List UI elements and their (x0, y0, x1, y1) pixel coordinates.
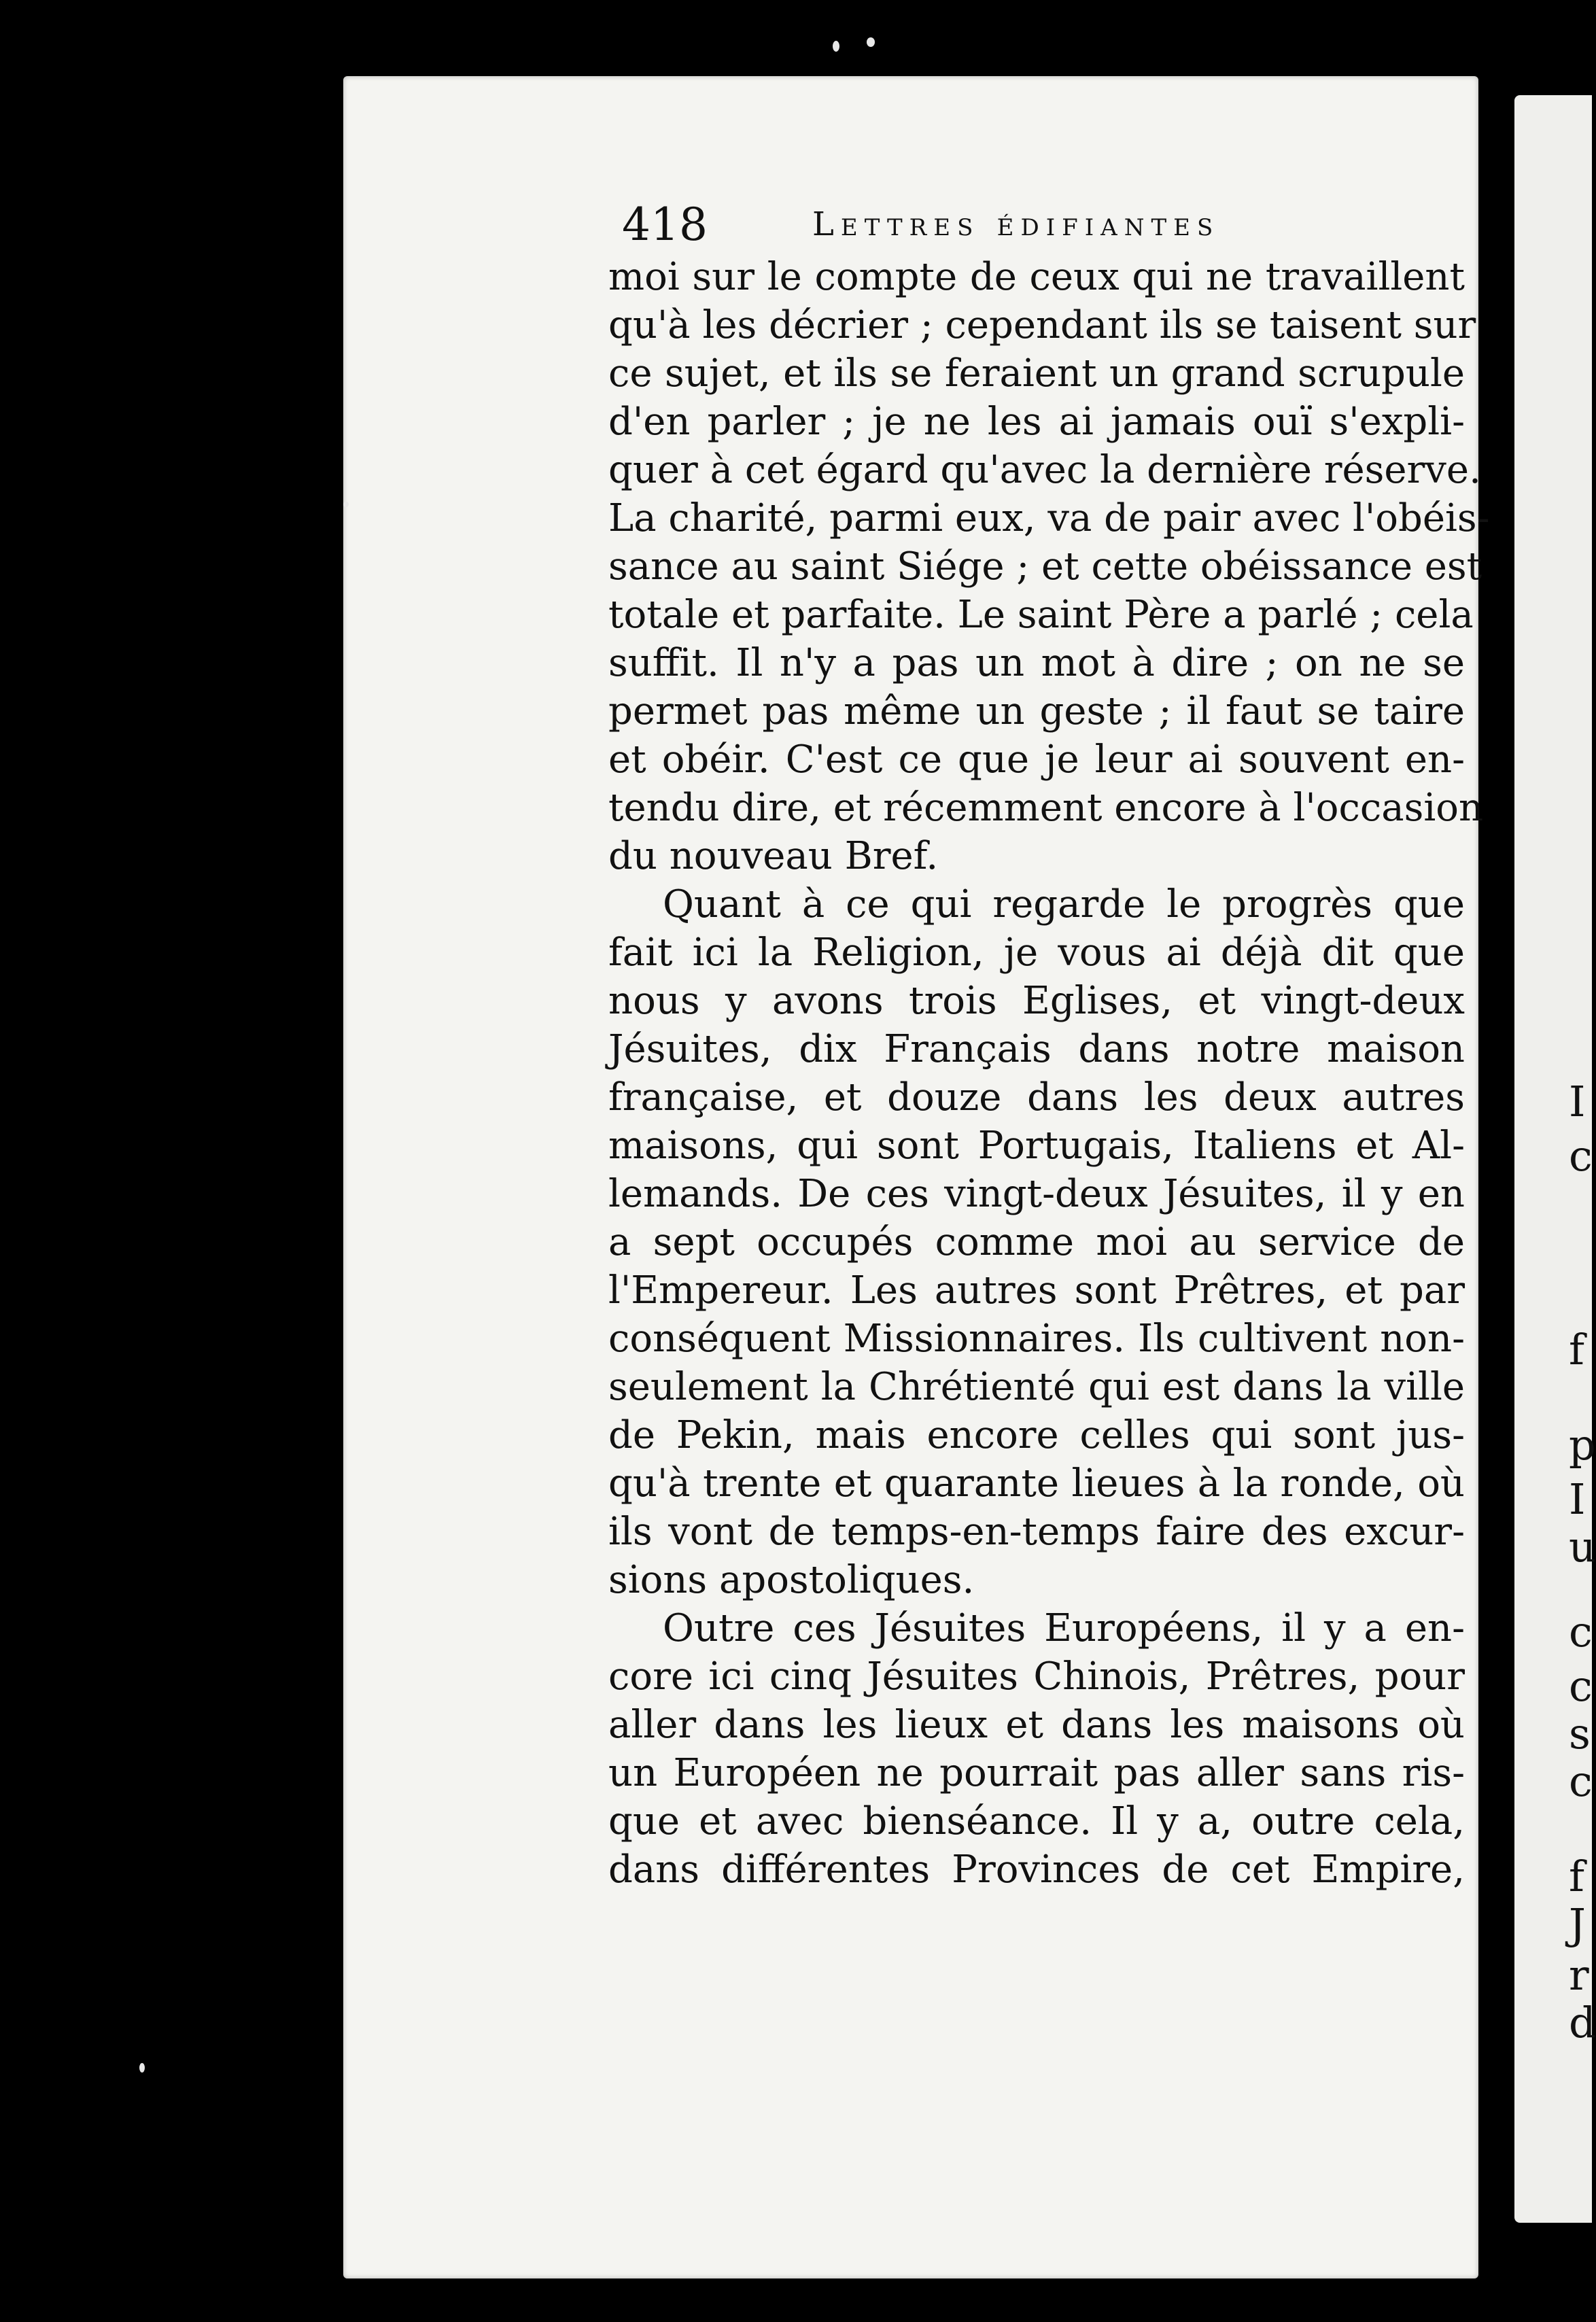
text-line: aller dans les lieux et dans les maisons où (608, 1703, 1465, 1747)
text-line: a sept occupés comme moi au service de (608, 1220, 1465, 1264)
paragraph (608, 253, 1490, 880)
edge-letter: I (1569, 1474, 1586, 1524)
text-line: maisons, qui sont Portugais, Italiens et Al- (608, 1124, 1465, 1168)
edge-letter: r (1569, 1950, 1589, 2000)
text-line: moi sur le compte de ceux qui ne travaillent (608, 255, 1465, 299)
scan-speck (833, 41, 839, 52)
running-title: Lettres édifiantes (812, 205, 1220, 243)
text-line: ce sujet, et ils se feraient un grand scrupule (608, 351, 1465, 396)
page-header (622, 198, 1465, 253)
edge-letter: s (1569, 1709, 1591, 1758)
text-line: lemands. De ces vingt-deux Jésuites, il y en (608, 1172, 1465, 1216)
text-line: et obéir. C'est ce que je leur ai souvent en- (608, 738, 1465, 782)
text-line: ils vont de temps-en-temps faire des excur- (608, 1510, 1465, 1554)
edge-letter: c (1569, 1661, 1593, 1711)
text-line: du nouveau Bref. (608, 834, 939, 878)
text-line: La charité, parmi eux, va de pair avec l'obéis- (608, 496, 1490, 540)
scan-speck (139, 2063, 145, 2073)
body-text (608, 253, 1490, 1894)
text-line: sions apostoliques. (608, 1558, 975, 1602)
text-line: que et avec bienséance. Il y a, outre cela, (608, 1799, 1465, 1843)
next-page-edge (1514, 95, 1596, 2223)
edge-letter: d (1569, 1998, 1596, 2047)
text-line: quer à cet égard qu'avec la dernière réserve. (608, 448, 1481, 492)
edge-letter: J (1569, 1899, 1586, 1949)
text-line: un Européen ne pourrait pas aller sans ris- (608, 1751, 1465, 1795)
scan-speck (343, 502, 349, 507)
text-line: d'en parler ; je ne les ai jamais ouï s'expli- (608, 400, 1465, 444)
text-line: conséquent Missionnaires. Ils cultivent non- (608, 1317, 1465, 1361)
edge-letter: c (1569, 1756, 1593, 1806)
text-line: fait ici la Religion, je vous ai déjà dit que (608, 931, 1465, 975)
page-number: 418 (622, 198, 708, 251)
edge-letter: f (1569, 1325, 1584, 1374)
text-line: Outre ces Jésuites Européens, il y a en- (663, 1606, 1465, 1650)
edge-letter: f (1569, 1852, 1584, 1901)
edge-letter: c (1569, 1607, 1593, 1657)
paragraph (608, 880, 1465, 1604)
paragraph (608, 1604, 1465, 1894)
text-line: Jésuites, dix Français dans notre maison (608, 1027, 1465, 1071)
text-line: qu'à les décrier ; cependant ils se taisent sur (608, 303, 1476, 347)
scan-speck (867, 37, 875, 47)
text-line: nous y avons trois Eglises, et vingt-deux (608, 979, 1465, 1023)
text-line: dans différentes Provinces de cet Empire, (608, 1848, 1465, 1892)
text-line: sance au saint Siége ; et cette obéissance est (608, 544, 1482, 589)
edge-letter: u (1569, 1522, 1596, 1572)
text-line: de Pekin, mais encore celles qui sont jus- (608, 1413, 1465, 1457)
edge-letter: p (1569, 1420, 1596, 1470)
text-line: française, et douze dans les deux autres (608, 1075, 1465, 1120)
text-line: permet pas même un geste ; il faut se taire (608, 689, 1465, 733)
text-line: tendu dire, et récemment encore à l'occasion (608, 786, 1484, 830)
text-line: totale et parfaite. Le saint Père a parlé ; cela (608, 593, 1474, 637)
edge-letter: I (1569, 1077, 1586, 1126)
text-line: Quant à ce qui regarde le progrès que (663, 882, 1465, 926)
edge-letter: c (1569, 1131, 1593, 1181)
text-line: core ici cinq Jésuites Chinois, Prêtres, pour (608, 1654, 1465, 1699)
text-line: l'Empereur. Les autres sont Prêtres, et par (608, 1268, 1465, 1313)
text-line: suffit. Il n'y a pas un mot à dire ; on ne se (608, 641, 1465, 685)
text-line: qu'à trente et quarante lieues à la ronde, où (608, 1461, 1465, 1506)
text-line: seulement la Chrétienté qui est dans la ville (608, 1365, 1465, 1409)
